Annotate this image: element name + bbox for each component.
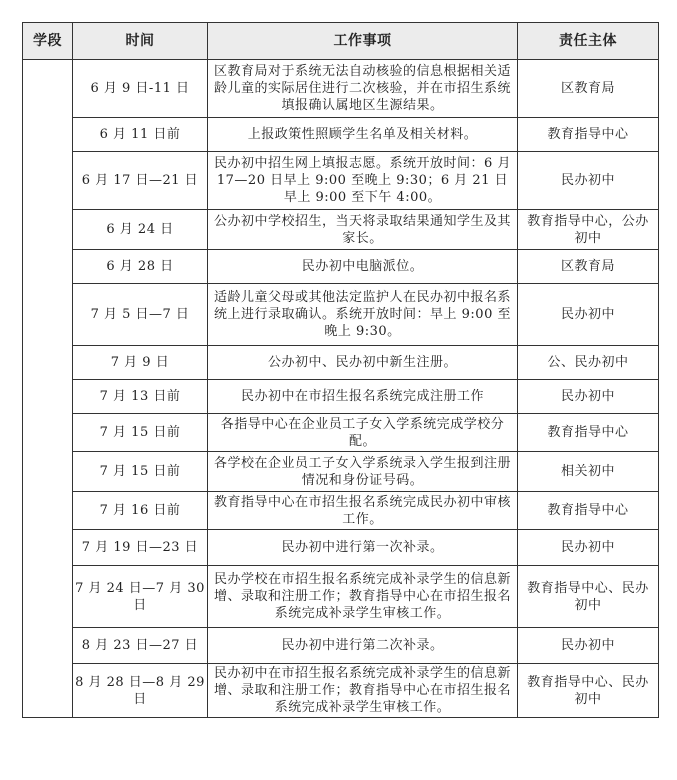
owner-cell: 教育指导中心: [518, 414, 659, 452]
table-row: [23, 250, 659, 284]
item-cell: 民办初中电脑派位。: [208, 250, 518, 284]
table-row: [23, 566, 659, 628]
item-cell: 民办初中进行第二次补录。: [208, 628, 518, 664]
header-row: [23, 23, 659, 60]
table-row: [23, 530, 659, 566]
time-cell: 7 月 16 日前: [73, 492, 208, 530]
table-row: [23, 210, 659, 250]
item-cell: 适龄儿童父母或其他法定监护人在民办初中报名系统上进行录取确认。系统开放时间：早上 9:00 至晚上 9:30。: [208, 284, 518, 346]
owner-cell: 相关初中: [518, 452, 659, 492]
time-cell: 6 月 11 日前: [73, 118, 208, 152]
table-row: [23, 346, 659, 380]
item-cell: 公办初中、民办初中新生注册。: [208, 346, 518, 380]
schedule-table-wrapper: [22, 22, 659, 718]
table-row: [23, 284, 659, 346]
table-row: [23, 118, 659, 152]
item-cell: 教育指导中心在市招生报名系统完成民办初中审核工作。: [208, 492, 518, 530]
time-cell: 7 月 15 日前: [73, 452, 208, 492]
item-cell: 公办初中学校招生，当天将录取结果通知学生及其家长。: [208, 210, 518, 250]
time-cell: 7 月 9 日: [73, 346, 208, 380]
owner-cell: 民办初中: [518, 380, 659, 414]
time-cell: 7 月 19 日—23 日: [73, 530, 208, 566]
owner-cell: 民办初中: [518, 152, 659, 210]
table-body: [23, 60, 659, 718]
table-row: [23, 664, 659, 718]
table-row: [23, 60, 659, 118]
header-owner: 责任主体: [518, 23, 659, 60]
item-cell: 民办学校在市招生报名系统完成补录学生的信息新增、录取和注册工作；教育指导中心在市招生报名系统完成补录学生审核工作。: [208, 566, 518, 628]
item-cell: 上报政策性照顾学生名单及相关材料。: [208, 118, 518, 152]
item-cell: 民办初中进行第一次补录。: [208, 530, 518, 566]
table-row: [23, 492, 659, 530]
table-row: [23, 152, 659, 210]
item-cell: 民办初中在市招生报名系统完成注册工作: [208, 380, 518, 414]
owner-cell: 教育指导中心，公办初中: [518, 210, 659, 250]
owner-cell: 教育指导中心: [518, 118, 659, 152]
header-time: 时间: [73, 23, 208, 60]
grade-cell: [23, 60, 73, 718]
time-cell: 7 月 13 日前: [73, 380, 208, 414]
table-row: [23, 452, 659, 492]
header-grade: 学段: [23, 23, 73, 60]
item-cell: 各指导中心在企业员工子女入学系统完成学校分配。: [208, 414, 518, 452]
time-cell: 8 月 23 日—27 日: [73, 628, 208, 664]
owner-cell: 教育指导中心、民办初中: [518, 664, 659, 718]
owner-cell: 区教育局: [518, 60, 659, 118]
owner-cell: 民办初中: [518, 284, 659, 346]
owner-cell: 民办初中: [518, 530, 659, 566]
table-row: [23, 380, 659, 414]
item-cell: 各学校在企业员工子女入学系统录入学生报到注册情况和身份证号码。: [208, 452, 518, 492]
owner-cell: 民办初中: [518, 628, 659, 664]
owner-cell: 教育指导中心、民办初中: [518, 566, 659, 628]
header-item: 工作事项: [208, 23, 518, 60]
time-cell: 6 月 9 日-11 日: [73, 60, 208, 118]
time-cell: 6 月 24 日: [73, 210, 208, 250]
time-cell: 6 月 17 日—21 日: [73, 152, 208, 210]
owner-cell: 公、民办初中: [518, 346, 659, 380]
owner-cell: 教育指导中心: [518, 492, 659, 530]
time-cell: 6 月 28 日: [73, 250, 208, 284]
owner-cell: 区教育局: [518, 250, 659, 284]
schedule-table: [22, 22, 659, 718]
item-cell: 民办初中招生网上填报志愿。系统开放时间：6 月 17—20 日早上 9:00 至晚上 9:30；6 月 21 日早上 9:00 至下午 4:00。: [208, 152, 518, 210]
table-row: [23, 628, 659, 664]
table-row: [23, 414, 659, 452]
time-cell: 8 月 28 日—8 月 29 日: [73, 664, 208, 718]
item-cell: 民办初中在市招生报名系统完成补录学生的信息新增、录取和注册工作；教育指导中心在市招生报名系统完成补录学生审核工作。: [208, 664, 518, 718]
time-cell: 7 月 24 日—7 月 30 日: [73, 566, 208, 628]
time-cell: 7 月 5 日—7 日: [73, 284, 208, 346]
time-cell: 7 月 15 日前: [73, 414, 208, 452]
item-cell: 区教育局对于系统无法自动核验的信息根据相关适龄儿童的实际居住进行二次核验，并在市招生系统填报确认属地区生源结果。: [208, 60, 518, 118]
